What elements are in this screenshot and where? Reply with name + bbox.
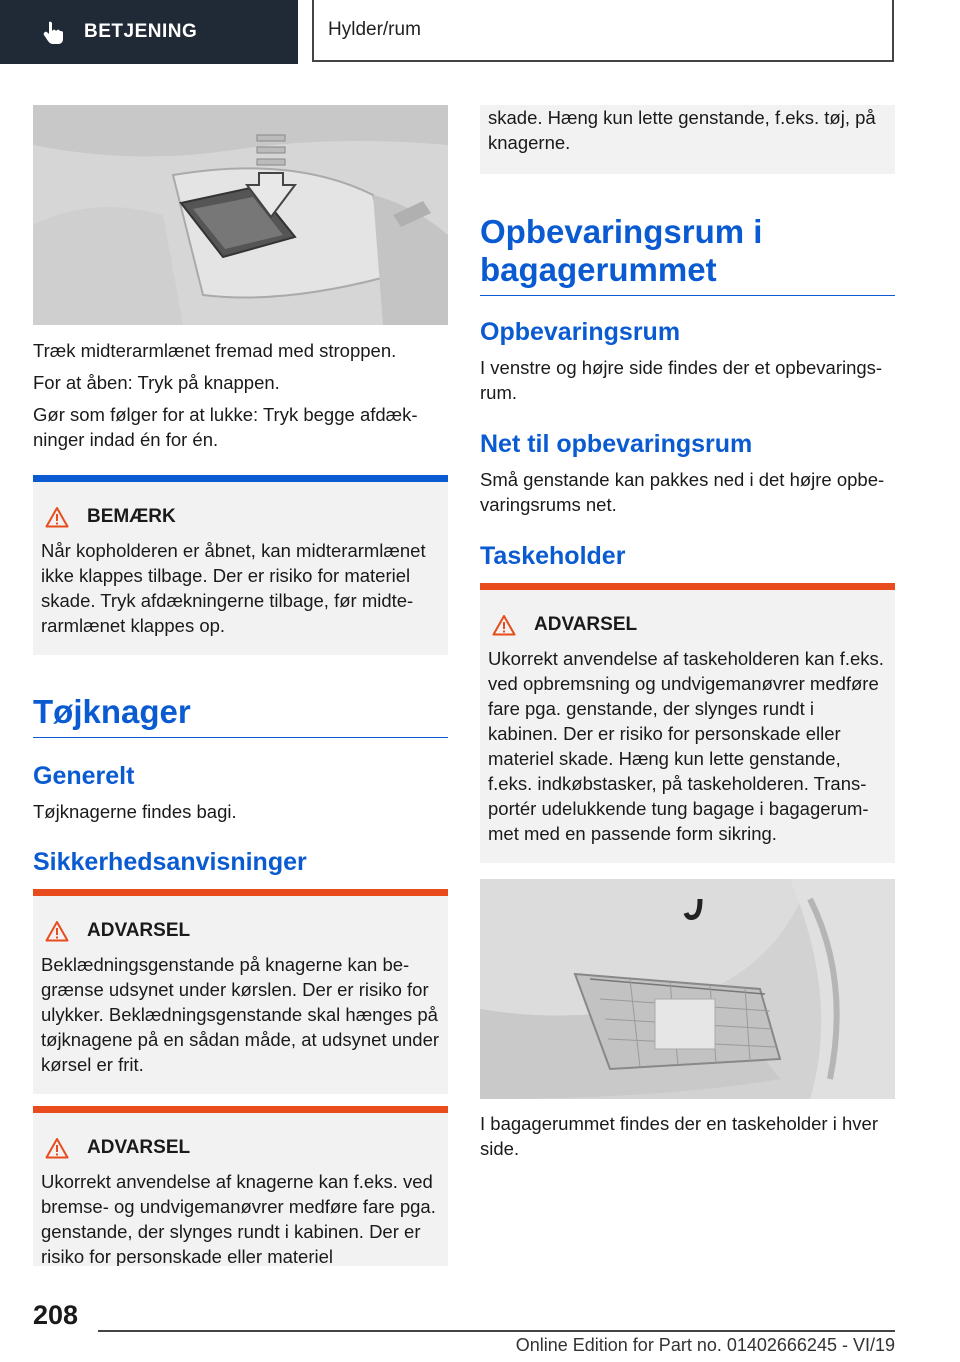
subheading-net: Net til opbevaringsrum	[480, 430, 753, 458]
warning-label: ADVARSEL	[87, 1137, 191, 1158]
notice-text: Når kopholderen er åbnet, kan midterarmlænet ikke klappes tilbage. Der er risiko for materiel skade. Tryk afdækningerne tilbage, før midte-rarmlænet klappes op.	[41, 540, 426, 636]
paragraph: Træk midterarmlænet fremad med stroppen.	[33, 340, 397, 361]
footer-divider	[98, 1330, 895, 1332]
heading-luggage-storage: Opbevaringsrum i bagagerummet	[480, 213, 895, 296]
warning-label: ADVARSEL	[87, 920, 191, 941]
breadcrumb	[312, 0, 894, 62]
warning-box	[33, 1106, 448, 1266]
warning-box	[33, 889, 448, 1094]
warning-text: Ukorrekt anvendelse af taskeholderen kan f.eks. ved opbremsning og undvigemanøvrer medføre fare pga. genstande, der slynges rundt i kabinen. Der er risiko for personskade eller materiel skade. Hæng kun lette genstande, f.eks. indkøbstasker, på taskeholderen. Trans-portér udelukkende tung bagage i bagagerum-met med en passende form sikring.	[488, 648, 884, 844]
page-number: 208	[33, 1300, 79, 1330]
warning-text: skade. Hæng kun lette genstande, f.eks. tøj, på knagerne.	[488, 107, 876, 153]
subheading-general: Generelt	[33, 762, 135, 790]
paragraph: Små genstande kan pakkes ned i det højre opbe-varingsrums net.	[480, 469, 885, 515]
warning-text: Beklædningsgenstande på knagerne kan be-grænse udsynet under kørslen. Der er risiko for ulykker. Beklædningsgenstande skal hænges på tøjknagene på en sådan måde, at udsynet under kørsel er frit.	[41, 954, 440, 1075]
paragraph: I bagagerummet findes der en taskeholder i hver side.	[480, 1113, 878, 1159]
edition-text: Online Edition for Part no. 01402666245 - VI/19	[515, 1335, 895, 1355]
warning-triangle-icon	[45, 920, 69, 942]
heading-clothes-hooks: Tøjknager	[33, 693, 448, 738]
paragraph: For at åben: Tryk på knappen.	[33, 372, 280, 393]
warning-triangle-icon	[45, 506, 69, 528]
paragraph: Gør som følger for at lukke: Tryk begge afdæk-ninger indad én for én.	[33, 404, 418, 450]
warning-triangle-icon	[45, 1137, 69, 1159]
paragraph: Tøjknagerne findes bagi.	[33, 801, 237, 822]
paragraph: I venstre og højre side findes der et opbevarings-rum.	[480, 357, 883, 403]
subheading-safety: Sikkerhedsanvisninger	[33, 848, 307, 876]
notice-label: BEMÆRK	[87, 506, 176, 527]
warning-text: Ukorrekt anvendelse af knagerne kan f.eks. ved bremse- og undvigemanøvrer medføre fare pga. genstande, der slynges rundt i kabinen. Der er risiko for personskade eller materiel	[41, 1171, 436, 1266]
subheading-bag-holder: Taskeholder	[480, 542, 626, 570]
warning-box	[480, 583, 895, 863]
section-title: BETJENING	[84, 21, 198, 42]
warning-label: ADVARSEL	[534, 614, 638, 635]
subheading-storage: Opbevaringsrum	[480, 318, 681, 346]
luggage-compartment-photo	[480, 879, 895, 1099]
hand-pointer-icon	[40, 19, 66, 45]
page-header	[0, 0, 960, 66]
armrest-photo	[33, 105, 448, 325]
warning-triangle-icon	[492, 614, 516, 636]
breadcrumb-label: Hylder/rum	[328, 19, 421, 40]
section-tab	[0, 0, 298, 64]
warning-continuation	[480, 105, 895, 174]
notice-box	[33, 475, 448, 655]
